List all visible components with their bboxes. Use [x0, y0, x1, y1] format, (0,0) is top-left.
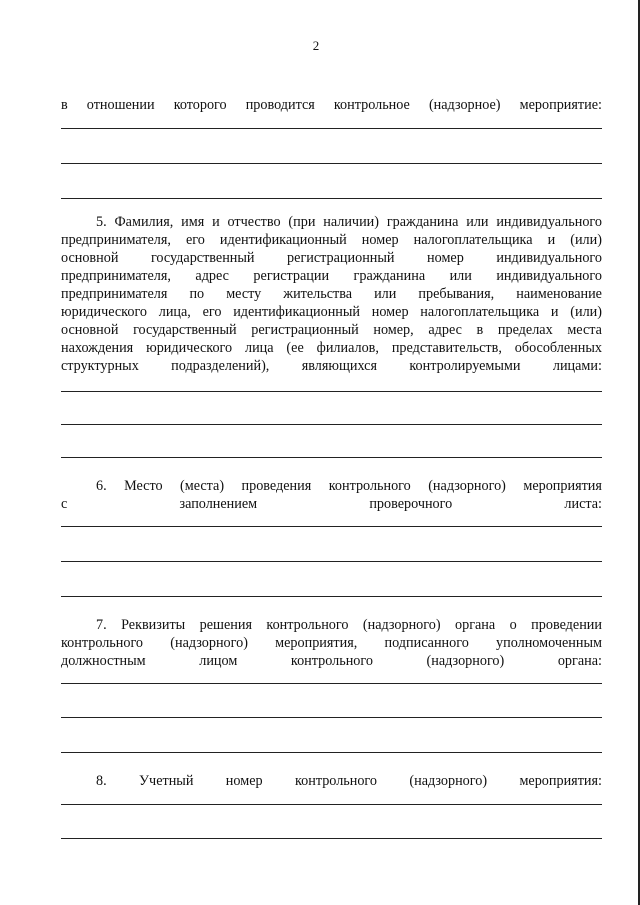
word: (надзорного) [409, 773, 488, 789]
word: идентификационный [233, 304, 361, 320]
word: (надзорного) [362, 617, 441, 633]
fill-in-line [61, 424, 602, 425]
text-line [61, 653, 602, 669]
word: лицом [199, 653, 238, 669]
fill-in-line [61, 752, 602, 753]
word: лицами: [552, 358, 602, 374]
fill-in-line [61, 804, 602, 805]
word: (надзорного) [428, 478, 506, 494]
text-line [61, 97, 602, 113]
word: отношении [86, 97, 155, 113]
word: налогоплательщика [413, 232, 533, 248]
word: номер, [373, 322, 414, 338]
fill-in-line [61, 561, 602, 562]
word: наличии) [323, 214, 379, 230]
word: представительств, [391, 340, 502, 356]
word: проведения [241, 478, 312, 494]
word: регистрационный [287, 250, 395, 266]
fill-in-line [61, 198, 602, 199]
word: 6. [96, 478, 107, 494]
text-line [61, 250, 602, 266]
word: номер [371, 304, 409, 320]
word: Место [124, 478, 163, 494]
fill-in-line [61, 163, 602, 164]
fill-in-line [61, 717, 602, 718]
word: уполномоченным [496, 635, 602, 651]
word: подписанного [384, 635, 469, 651]
word: структурных [61, 358, 139, 374]
word: о [509, 617, 517, 633]
word: государственный [133, 322, 237, 338]
word: филиалов, [316, 340, 379, 356]
word: в [61, 97, 68, 113]
word: (надзорного) [170, 635, 248, 651]
text-line [61, 635, 602, 651]
word: номер [225, 773, 263, 789]
word: гражданина [386, 214, 459, 230]
text-line [61, 496, 602, 512]
word: индивидуального [496, 268, 602, 284]
word: контролируемыми [409, 358, 521, 374]
word: по [189, 286, 205, 302]
word: и [212, 214, 220, 230]
word: Фамилия, [114, 214, 174, 230]
word: юридического [61, 304, 148, 320]
text-line [96, 478, 602, 494]
word: проведении [531, 617, 602, 633]
word: его [186, 232, 205, 248]
word: индивидуального [496, 214, 602, 230]
fill-in-line [61, 128, 602, 129]
word: контрольного [294, 773, 377, 789]
word: индивидуального [496, 250, 602, 266]
word: (ее [286, 340, 304, 356]
word: должностным [61, 653, 146, 669]
word: (или) [570, 304, 602, 320]
word: регистрационный [251, 322, 359, 338]
word: являющихся [301, 358, 378, 374]
word: органа: [557, 653, 602, 669]
word: государственный [150, 250, 255, 266]
word: (или) [570, 232, 602, 248]
text-line [61, 286, 602, 302]
word: юридического [146, 340, 233, 356]
word: имя [181, 214, 205, 230]
word: контрольного [61, 635, 144, 651]
fill-in-line [61, 457, 602, 458]
word: основной [61, 250, 119, 266]
word: налогоплательщика [420, 304, 540, 320]
word: идентификационный [219, 232, 347, 248]
word: мероприятия [523, 478, 602, 494]
word: подразделений), [171, 358, 270, 374]
word: предпринимателя, [61, 232, 171, 248]
word: обособленных [514, 340, 602, 356]
word: предпринимателя [61, 286, 168, 302]
word: или [466, 214, 489, 230]
word: 7. [96, 617, 107, 633]
word: пределах [497, 322, 553, 338]
word: мероприятия, [275, 635, 358, 651]
word: нахождения [61, 340, 134, 356]
word: лица, [158, 304, 191, 320]
word: Реквизиты [121, 617, 186, 633]
word: пребывания, [418, 286, 495, 302]
text-line [61, 358, 602, 374]
text-line [61, 268, 602, 284]
fill-in-line [61, 526, 602, 527]
word: отчество [227, 214, 281, 230]
word: проводится [245, 97, 315, 113]
text-line [96, 214, 602, 230]
word: или [449, 268, 472, 284]
fill-in-line [61, 683, 602, 684]
word: места [567, 322, 602, 338]
word: с [61, 496, 68, 512]
fill-in-line [61, 391, 602, 392]
word: проверочного [369, 496, 453, 512]
word: лица [244, 340, 274, 356]
word: органа [455, 617, 496, 633]
word: или [374, 286, 397, 302]
word: его [202, 304, 222, 320]
word: Учетный [139, 773, 194, 789]
text-line [61, 340, 602, 356]
word: (при [288, 214, 316, 230]
word: контрольного [290, 653, 373, 669]
word: в [476, 322, 484, 338]
word: мероприятия: [519, 773, 602, 789]
word: решения [199, 617, 252, 633]
text-line [96, 773, 602, 789]
word: жительства [283, 286, 353, 302]
text-line [61, 322, 602, 338]
text-line [61, 232, 602, 248]
word: номер [361, 232, 399, 248]
word: мероприятие: [519, 97, 602, 113]
page-number: 2 [312, 38, 320, 53]
word: (надзорного) [426, 653, 505, 669]
word: контрольное [333, 97, 410, 113]
word: контрольного [328, 478, 411, 494]
text-line [61, 304, 602, 320]
word: и [547, 232, 556, 248]
word: регистрации [253, 268, 330, 284]
word: (места) [180, 478, 225, 494]
word: адрес [428, 322, 462, 338]
word: листа: [564, 496, 602, 512]
word: номер [427, 250, 464, 266]
word: основной [61, 322, 119, 338]
text-line [96, 617, 602, 633]
fill-in-line [61, 838, 602, 839]
word: (надзорное) [428, 97, 501, 113]
word: заполнением [179, 496, 258, 512]
word: наименование [516, 286, 602, 302]
word: предпринимателя, [61, 268, 171, 284]
word: которого [173, 97, 227, 113]
word: гражданина [353, 268, 426, 284]
word: контрольного [266, 617, 349, 633]
word: 5. [96, 214, 107, 230]
word: месту [226, 286, 262, 302]
word: 8. [96, 773, 107, 789]
word: адрес [195, 268, 229, 284]
word: и [550, 304, 559, 320]
fill-in-line [61, 596, 602, 597]
